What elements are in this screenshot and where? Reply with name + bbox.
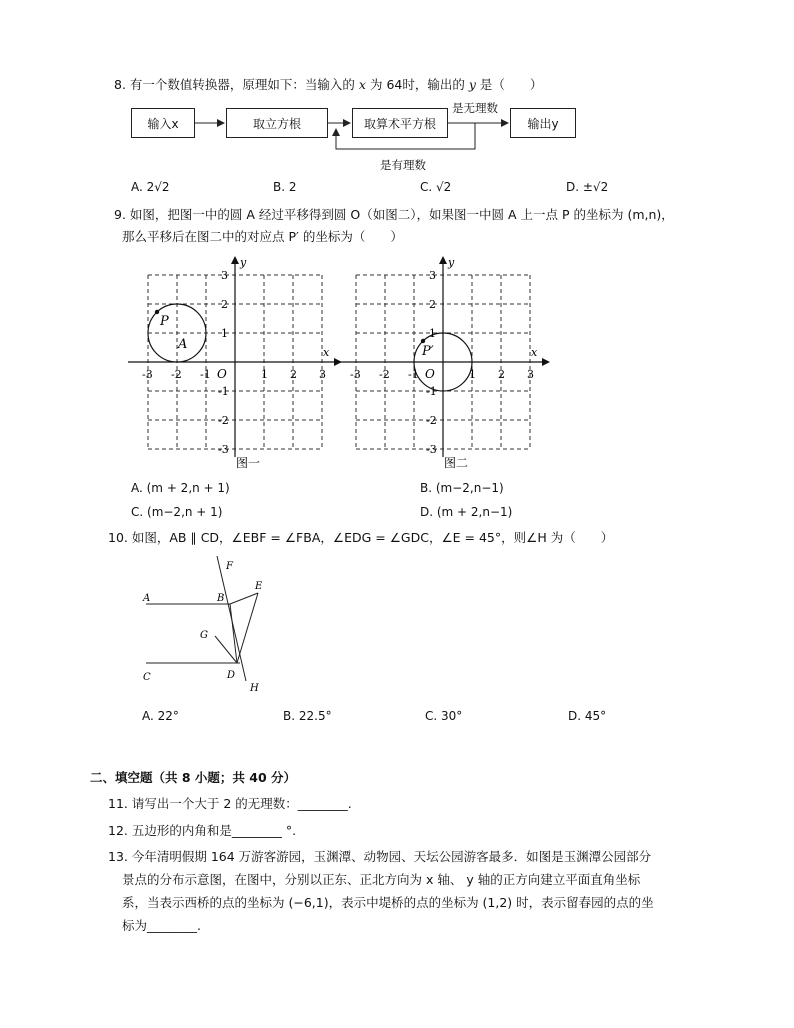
q10-stem-text: 如图，AB ∥ CD，∠EBF = ∠FBA，∠EDG = ∠GDC，∠E = 45°，则∠H 为（ ） (131, 530, 614, 545)
fig1-ytick: -2 (218, 414, 229, 427)
fig1-ytick: 3 (221, 269, 228, 282)
fig1-xtick: -2 (171, 368, 182, 381)
fig2-origin: O (425, 367, 435, 381)
q9-option-a: A. (m + 2,n + 1) (131, 481, 230, 495)
q10-option-d: D. 45° (568, 709, 607, 723)
line-be (230, 593, 258, 604)
flow-sqrt-label: 取算术平方根 (363, 116, 436, 131)
q13-line4: 标为________. (122, 918, 201, 933)
q10-label-g: G (200, 630, 208, 641)
fig1-y-arrow (231, 256, 239, 264)
q9-number: 9. (114, 207, 126, 222)
q10-option-b: B. 22.5° (283, 709, 332, 723)
fig1-label-p: P (160, 314, 169, 329)
fig1-ytick: 1 (221, 327, 228, 340)
fig1-point-p (155, 310, 159, 314)
q8-var-y: y (468, 77, 476, 92)
q9-figure-1 (118, 252, 344, 474)
flow-sqrt-box (352, 108, 448, 138)
fig2-xtick: -1 (408, 368, 419, 381)
q11-text: 11. 请写出一个大于 2 的无理数：________. (108, 796, 352, 811)
q9-option-d: D. (m + 2,n−1) (420, 505, 513, 519)
fig2-ytick: -3 (426, 443, 437, 456)
flow-irrational-label: 是无理数 (452, 101, 498, 115)
fig2-caption: 图二 (444, 456, 469, 470)
fig2-y-label: y (448, 256, 455, 269)
line-gd (215, 636, 237, 663)
flow-input-box (131, 108, 195, 138)
fig1-xtick: 3 (319, 368, 326, 381)
fig1-caption: 图一 (236, 456, 261, 470)
flow-output-label: 输出y (527, 116, 559, 131)
q10-label-b: B (217, 593, 225, 604)
fig2-ytick: -1 (426, 385, 437, 398)
q10-figure (138, 556, 278, 696)
q9-stem-line2: 那么平移后在图二中的对应点 P′ 的坐标为（ ） (122, 229, 403, 244)
q8-option-c: C. √2 (420, 180, 452, 194)
q10-option-a: A. 22° (142, 709, 179, 723)
q10-label-c: C (143, 672, 151, 683)
q9-figure-2 (326, 252, 552, 474)
fig1-ytick: 2 (221, 298, 228, 311)
q8-option-b: B. 2 (273, 180, 297, 194)
fig1-xtick: 2 (290, 368, 297, 381)
q8-option-a: A. 2√2 (131, 180, 170, 194)
fig2-xtick: 2 (498, 368, 505, 381)
fig2-x-ticks (350, 368, 534, 381)
q10-stem (108, 529, 613, 547)
q12-text: 12. 五边形的内角和是________ °. (108, 823, 297, 838)
flow-input-label: 输入x (147, 116, 179, 131)
fig1-ytick: -1 (218, 385, 229, 398)
flow-rational-label: 是有理数 (380, 158, 426, 172)
q8-stem-b: 为 64时，输出的 (369, 77, 465, 92)
q9-option-c: C. (m−2,n + 1) (131, 505, 223, 519)
line-bd (230, 604, 237, 663)
fig2-ytick: 2 (429, 298, 436, 311)
q10-label-d: D (227, 670, 236, 681)
fig1-x-ticks (142, 368, 326, 381)
q13-line1: 13. 今年清明假期 164 万游客游园，玉渊潭、动物园、天坛公园游客最多．如图是玉渊潭公园部分 (108, 849, 652, 864)
fig1-ytick: -3 (218, 443, 229, 456)
q10-number: 10. (108, 530, 128, 545)
q8-var-x: x (358, 77, 366, 92)
fig2-x-arrow (542, 358, 550, 366)
fig2-xtick: -2 (379, 368, 390, 381)
fig1-xtick: -1 (200, 368, 211, 381)
fig1-label-a: A (178, 337, 188, 352)
flow-cuberoot-label: 取立方根 (252, 116, 301, 131)
q9-stem-line1 (114, 206, 674, 224)
fig2-label-p-prime: P′ (422, 344, 434, 359)
q9-option-b: B. (m−2,n−1) (420, 481, 504, 495)
fig2-x-label: x (531, 346, 538, 359)
q10-label-e: E (255, 581, 263, 592)
section-2-title: 二、填空题（共 8 小题；共 40 分） (90, 770, 297, 785)
fig2-point-p-prime (421, 339, 425, 343)
fig2-ytick: -2 (426, 414, 437, 427)
q13-line3: 系，当表示西桥的点的坐标为 (−6,1)，表示中堤桥的点的坐标为 (1,2) 时，表示留春园的点的坐 (122, 895, 654, 910)
line-ed (237, 593, 258, 663)
fig2-xtick: 3 (527, 368, 534, 381)
q9-line1: 如图，把图一中的圆 A 经过平移得到圆 O（如图二），如果图一中圆 A 上一点 P 的坐标为 (m,n)， (129, 207, 674, 222)
fig2-xtick: 1 (469, 368, 476, 381)
fig1-origin: O (217, 367, 227, 381)
fig1-x-label: x (323, 346, 330, 359)
fig2-ytick: 3 (429, 269, 436, 282)
flow-output-box (510, 108, 576, 138)
fig2-ytick: 1 (429, 327, 436, 340)
fig2-xtick: -3 (350, 368, 361, 381)
q10-label-f: F (226, 561, 233, 572)
q8-option-d: D. ±√2 (566, 180, 609, 194)
fig1-y-label: y (240, 256, 247, 269)
q8-stem-c: 是（ ） (479, 77, 543, 92)
q8-stem-a: 有一个数值转换器，原理如下：当输入的 (129, 77, 355, 92)
q8-stem (114, 76, 542, 94)
q13-line2: 景点的分布示意图，在图中，分别以正东、正北方向为 x 轴、 y 轴的正方向建立平面直角坐标 (122, 872, 641, 887)
q8-number: 8. (114, 77, 126, 92)
flow-cuberoot-box (226, 108, 328, 138)
q10-option-c: C. 30° (425, 709, 463, 723)
fig1-xtick: 1 (261, 368, 268, 381)
q10-label-a: A (143, 593, 151, 604)
fig1-xtick: -3 (142, 368, 153, 381)
q10-label-h: H (250, 683, 259, 694)
fig2-y-arrow (439, 256, 447, 264)
